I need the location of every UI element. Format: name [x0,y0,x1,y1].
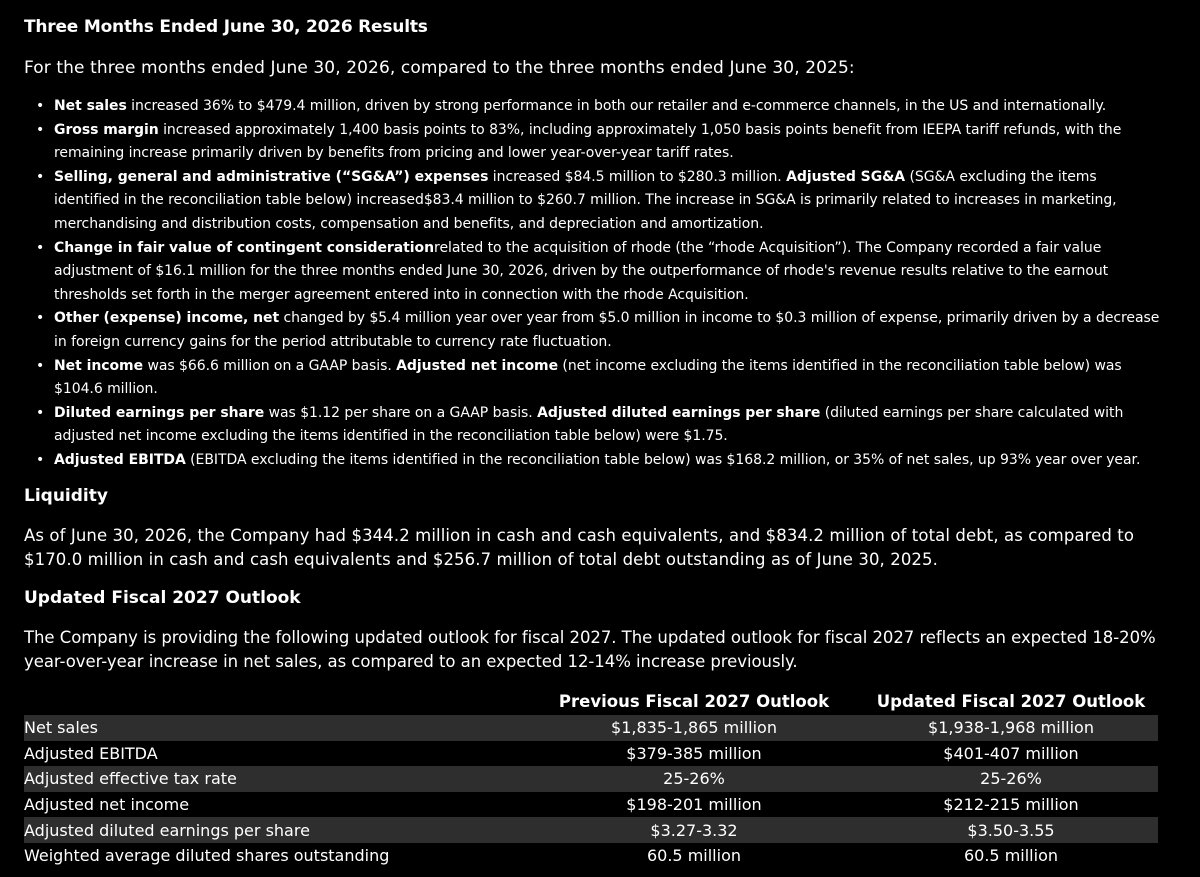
results-intro: For the three months ended June 30, 2026, compared to the three months ended June 30, 2025: [24,58,855,78]
table-row [24,843,1158,869]
bullet-item [24,119,1164,166]
bullet-dot: • [36,98,45,114]
bullet-bold-term: Net sales [54,98,127,114]
bullet-text: (SG&A excluding the items identified in the reconciliation table below) increased$83.4 million to $260.7 million. The increase in SG&A is primarily related to increases in marketing, merchandising and distribution costs, compensation and benefits, and depreciation and amortization. [54,168,1117,232]
row-previous-value: $3.27-3.32 [524,817,864,843]
bullet-item [24,307,1164,354]
bullet-bold-term: Net income [54,357,144,374]
row-previous-value: $379-385 million [626,743,762,763]
bullet-text: (net income excluding the items identified in the reconciliation table below) was $104.6 million. [54,357,1122,398]
bullet-text: increased 36% to $479.4 million, driven by strong performance in both our retailer and e-commerce channels, in the US and internationally. [126,98,1107,114]
table-header-row [24,687,1158,715]
bullet-text: was $1.12 per share on a GAAP basis. [264,404,538,421]
bullet-item [24,95,1164,119]
bullet-item [24,166,1164,237]
bullet-text: related to the acquisition of rhode (the “rhode Acquisition”). The Company recorded a fair value adjustment of $16.1 million for the three months ended June 30, 2026, driven by the outperformance of rhode's revenue results relative to the earnout thresholds set forth in the merger agreement entered into in connection with the rhode Acquisition. [54,239,1109,303]
bullet-bold-term: Adjusted SG&A [786,168,906,185]
bullet-bold-term: Gross margin [54,121,159,138]
bullet-dot: • [36,404,45,421]
row-updated-value: 60.5 million [963,846,1058,866]
bullet-dot: • [36,121,45,138]
column-header-updated: Updated Fiscal 2027 Outlook [876,691,1146,711]
bullet-bold-term: Adjusted diluted earnings per share [537,404,821,421]
bullet-dot: • [36,310,45,327]
bullet-dot: • [36,168,45,185]
row-label: Weighted average diluted shares outstanding [24,846,390,866]
column-header-label [24,687,524,715]
row-updated-value: 25-26% [864,766,1158,792]
bullet-bold-term: Diluted earnings per share [54,404,265,421]
bullet-bold-term: Adjusted EBITDA [54,451,186,468]
bullet-dot: • [36,451,45,468]
row-label: Adjusted diluted earnings per share [24,817,524,843]
results-bullet-list [24,95,1164,473]
bullet-text: (EBITDA excluding the items identified in the reconciliation table below) was $168.2 million, or 35% of net sales, up 93% year over year. [185,451,1141,468]
row-updated-value: $401-407 million [943,743,1079,763]
bullet-item [24,237,1164,308]
outlook-heading: Updated Fiscal 2027 Outlook [24,588,301,608]
bullet-dot: • [36,239,45,256]
table-row [24,792,1158,818]
bullet-text: increased $84.5 million to $280.3 million. [488,168,787,185]
outlook-paragraph: The Company is providing the following updated outlook for fiscal 2027. The updated outlook for fiscal 2027 reflects an expected 18-20% year-over-year increase in net sales, as compared to an expected 12-14% increase previously. [24,628,1156,671]
bullet-text: changed by $5.4 million year over year from $5.0 million in income to $0.3 million of expense, primarily driven by a decrease in foreign currency gains for the period attributable to currency rate fluctuation. [54,310,1160,350]
row-updated-value: $1,938-1,968 million [864,715,1158,741]
results-heading: Three Months Ended June 30, 2026 Results [24,17,428,37]
bullet-item [24,355,1164,402]
row-label: Adjusted net income [24,795,190,815]
bullet-bold-term: Change in fair value of contingent consideration [54,239,435,256]
bullet-bold-term: Other (expense) income, net [54,310,280,327]
bullet-bold-term: Selling, general and administrative (“SG&A”) expenses [54,168,489,185]
row-updated-value: $3.50-3.55 [864,817,1158,843]
bullet-dot: • [36,357,45,374]
row-previous-value: $1,835-1,865 million [524,715,864,741]
liquidity-paragraph: As of June 30, 2026, the Company had $344.2 million in cash and cash equivalents, and $834.2 million of total debt, as compared to $170.0 million in cash and cash equivalents and $256.7 million of total debt outstanding as of June 30, 2025. [24,526,1135,569]
bullet-text: was $66.6 million on a GAAP basis. [143,357,397,374]
bullet-text: increased approximately 1,400 basis points to 83%, including approximately 1,050 basis points benefit from IEEPA tariff refunds, with the remaining increase primarily driven by benefits from pricing and lower year-over-year tariff rates. [54,121,1122,162]
table-row [24,715,1158,741]
outlook-table [24,687,1158,869]
liquidity-heading: Liquidity [24,486,108,506]
row-updated-value: $212-215 million [943,795,1079,815]
row-previous-value: $198-201 million [626,795,762,815]
bullet-item [24,402,1164,449]
bullet-bold-term: Adjusted net income [396,357,559,374]
row-previous-value: 60.5 million [646,846,741,866]
table-row [24,766,1158,792]
bullet-text: (diluted earnings per share calculated with adjusted net income excluding the items identified in the reconciliation table below) were $1.75. [54,404,1124,445]
bullet-item [24,449,1164,473]
row-previous-value: 25-26% [524,766,864,792]
row-label: Adjusted effective tax rate [24,766,524,792]
column-header-previous: Previous Fiscal 2027 Outlook [558,691,830,711]
table-row [24,817,1158,843]
row-label: Adjusted EBITDA [24,743,158,763]
table-row [24,741,1158,767]
row-label: Net sales [24,715,524,741]
